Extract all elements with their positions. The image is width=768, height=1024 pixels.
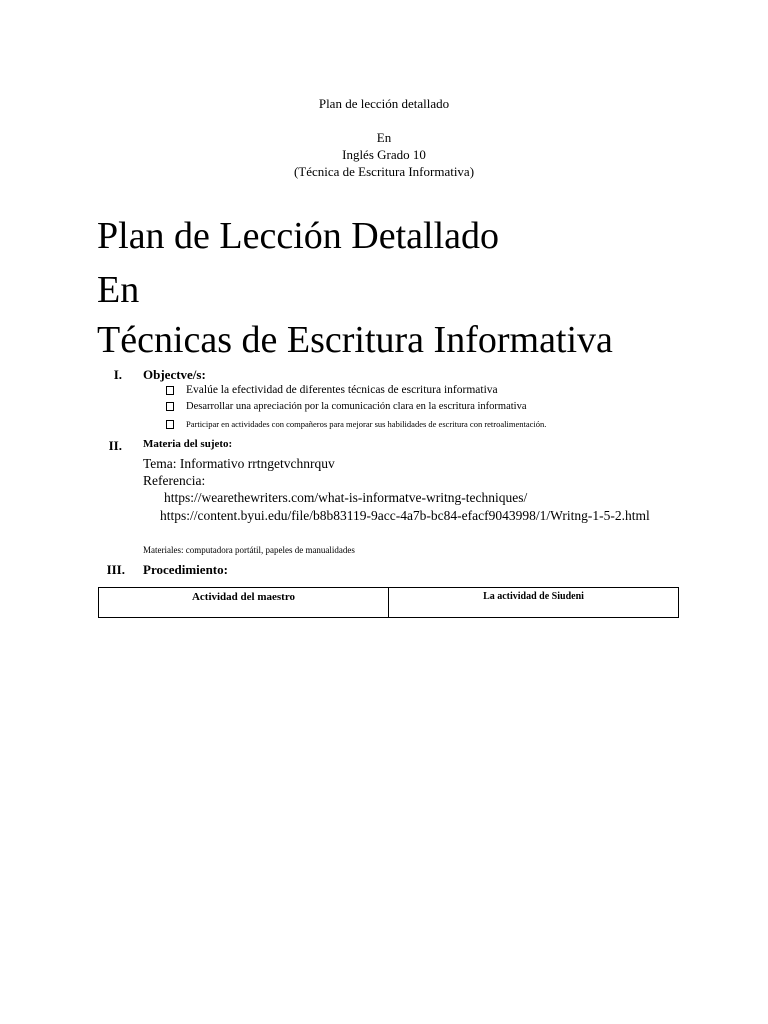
topic-line: Tema: Informativo rrtngetvchnrquv [143,456,335,471]
title-line-2: En [97,269,140,311]
checkbox-icon [166,386,174,395]
table-header-row [99,588,679,618]
objective-item-1 [166,384,498,396]
section-3-heading: Procedimiento: [143,562,228,577]
title-line-1: Plan de Lección Detallado [97,215,500,257]
header-line-1: Plan de lección detallado [318,96,450,111]
section-2-heading: Materia del sujeto: [143,438,233,450]
objective-text-1: Evalúe la efectividad de diferentes técnicas de escritura informativa [186,384,498,396]
header-line-3: Inglés Grado 10 [342,147,426,162]
checkbox-icon [166,420,174,429]
section-1-heading: Objectve/s: [143,367,206,382]
header-line-2: En [376,130,392,145]
title-line-3: Técnicas de Escritura Informativa [97,319,613,361]
header-line-4: (Técnica de Escritura Informativa) [293,164,475,179]
reference-link-2[interactable]: https://content.byui.edu/file/b8b83119-9acc-4a7b-bc84-efacf9043998/1/Writng-1-5-2.html [160,508,650,523]
objective-text-2: Desarrollar una apreciación por la comunicación clara en la escritura informativa [186,401,527,412]
objective-text-3: Participar en actividades con compañeros para mejorar sus habilidades de escritura con retroalimentación. [186,419,547,429]
teacher-activity-header: Actividad del maestro [99,588,389,618]
reference-label: Referencia: [143,473,206,488]
section-2-numeral: II. [108,438,122,453]
reference-link-1[interactable]: https://wearethewriters.com/what-is-informatve-writng-techniques/ [164,490,528,505]
section-1-numeral: I. [113,367,122,382]
student-activity-header: La actividad de Siudeni [389,588,679,618]
objective-item-3 [166,419,546,429]
section-3-numeral: III. [106,562,125,577]
materials-line: Materiales: computadora portátil, papeles de manualidades [143,545,355,555]
objective-item-2 [166,401,527,412]
checkbox-icon [166,402,174,411]
procedure-table [98,587,679,618]
